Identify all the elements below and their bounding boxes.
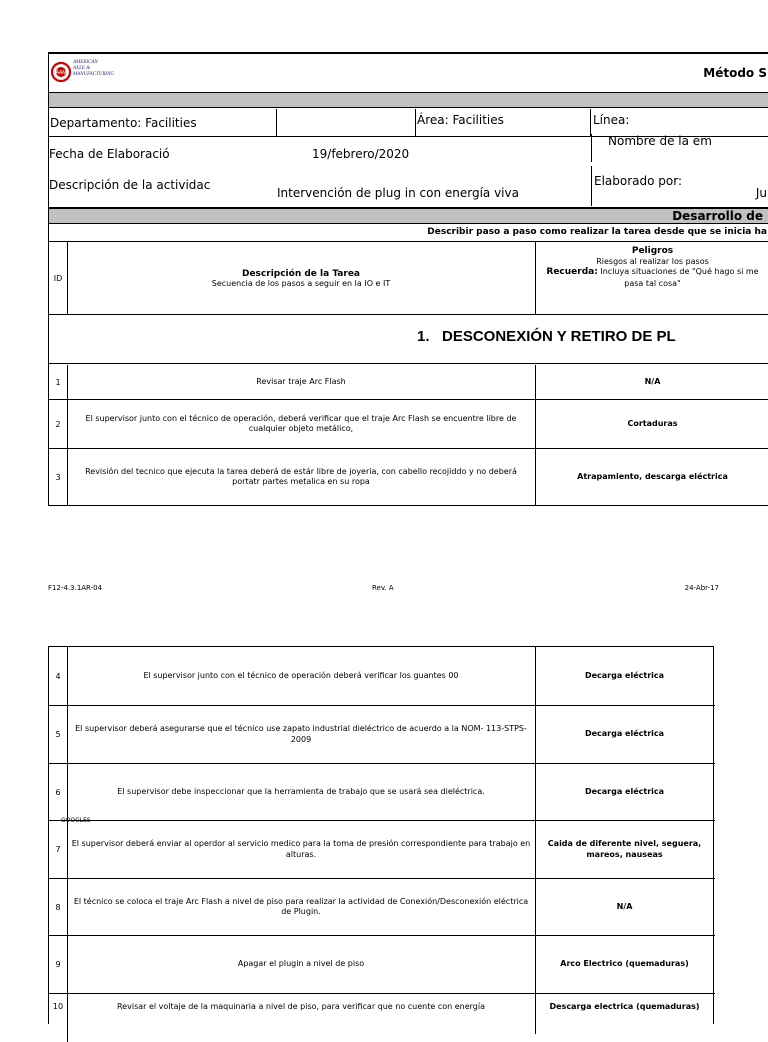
linea-cell [591, 109, 768, 137]
row-description: El supervisor deberá enviar al operdor al servicio medico para la toma de presión correspondiente para trabajo en alturas. [67, 821, 536, 878]
row-id: 5 [49, 706, 68, 763]
elaborado-value: Ju [755, 186, 767, 200]
nombre-label: Nombre de la em [608, 134, 712, 148]
page-2 [48, 646, 714, 1024]
row-hazard: Arco Electrico (quemaduras) [560, 959, 689, 969]
row-description: El supervisor junto con el técnico de operación, deberá verificar que el traje Arc Flash se encuentre libre de cualquier objeto metálico, [67, 400, 536, 448]
logo-emblem-icon [51, 60, 71, 84]
row-description: Revisar traje Arc Flash [67, 365, 536, 399]
row-hazard: Decarga eléctrica [584, 729, 665, 739]
logo-line: AXLE & [73, 66, 91, 71]
row-id: 1 [49, 365, 68, 399]
table-row [49, 449, 768, 506]
row-hazard: Descarga electrica (quemaduras) [549, 1002, 700, 1011]
row-hazard: N/A [616, 901, 633, 911]
row-description: Revisar el voltaje de la maquinaria a nivel de piso, para verificar que no cuente con energía [67, 994, 536, 1034]
svg-text:AAM: AAM [55, 70, 67, 76]
descripcion-label-cell [49, 166, 277, 206]
footer-code: F12-4.3.1AR-04 [48, 584, 103, 592]
instruccion-text: Describir paso a paso como realizar la tarea desde que se inicia ha [427, 227, 767, 237]
departamento-cell [49, 109, 277, 137]
row-hazard: N/A [644, 376, 661, 386]
table-row [49, 400, 768, 449]
row-id: 7 [49, 821, 68, 878]
fecha-label: Fecha de Elaboració [49, 147, 170, 161]
table-row [49, 994, 715, 1034]
departamento-text: Departamento: Facilities [50, 115, 197, 130]
row-hazard: Decarga eléctrica [584, 786, 665, 796]
elaborado-label: Elaborado por: [594, 174, 683, 188]
elaborado-cell [591, 166, 768, 206]
subsection-row [49, 316, 768, 364]
row-id: 4 [49, 647, 68, 705]
table-row [49, 764, 715, 821]
document-title: Método S [703, 66, 767, 80]
row-description: Revisión del tecnico que ejecuta la tarea deberá de estár libre de joyeria, con cabello recojiddo y no deberá portatr partes metalica en su ropa [67, 449, 536, 505]
logo-line: MANUFACTURING [73, 72, 115, 77]
row-description: El supervisor debe inspeccionar que la herramienta de trabajo que se usará sea dieléctrica. [67, 764, 536, 820]
row-id: 3 [49, 449, 68, 505]
area-cell [416, 109, 591, 137]
row-id: 8 [49, 879, 68, 935]
instruccion-row [49, 224, 768, 242]
descripcion-value: Intervención de plug in con energía viva [277, 186, 519, 200]
descripcion-value-cell [277, 166, 591, 206]
nombre-label-cell [591, 134, 768, 162]
row-id: 6 [49, 764, 68, 820]
row-description: Apagar el plugin a nivel de piso [67, 936, 536, 993]
table-header [49, 242, 768, 315]
table-row [49, 706, 715, 764]
row-hazard: Decarga eléctrica [584, 670, 665, 680]
peligros-subtitle: Riesgos al realizar los pasos [596, 257, 709, 267]
table-row [49, 817, 715, 879]
desarrollo-title: Desarrollo de [672, 209, 763, 223]
desc-header-title: Descripción de la Tarea [241, 268, 360, 279]
company-logo [51, 56, 115, 90]
row-id: 2 [49, 400, 68, 448]
row-hazard: Cortaduras [627, 418, 678, 428]
fecha-value: 19/febrero/2020 [312, 147, 410, 161]
page-1 [48, 52, 768, 506]
desc-header-subtitle: Secuencia de los pasos a seguir en la IO e IT [211, 278, 391, 288]
header-row [49, 54, 768, 92]
fecha-label-cell [49, 138, 277, 166]
recuerda-label: Recuerda: [546, 267, 598, 278]
header-gray-band [49, 92, 768, 108]
table-row [49, 647, 715, 706]
row-description: El técnico se coloca el traje Arc Flash a nivel de piso para realizar la actividad de Conexión/Desconexión eléctrica de Plugin. [67, 879, 536, 935]
row-id: 9 [49, 936, 68, 993]
row-description: El supervisor junto con el técnico de operación deberá verificar los guantes 00 [67, 647, 536, 705]
stray-note: GOOGLES [61, 817, 91, 824]
table-row [49, 879, 715, 936]
desarrollo-band [49, 207, 768, 224]
recuerda-text: Incluya situaciones de "Qué hago si me pasa tal cosa" [600, 267, 759, 288]
descripcion-label: Descripción de la actividac [49, 178, 211, 192]
peligros-title: Peligros [631, 246, 674, 256]
area-text: Área: Facilities [417, 113, 504, 127]
row-hazard: Atrapamiento, descarga eléctrica [577, 471, 728, 481]
row-hazard: Caida de diferente nivel, seguera, mareos, nauseas [547, 839, 702, 859]
desc-header [67, 242, 536, 314]
table-row [49, 365, 768, 400]
row-description: El supervisor deberá asegurarse que el técnico use zapato industrial dieléctrico de acuerdo a la NOM- 113-STPS-2009 [67, 706, 536, 763]
fecha-value-cell [277, 138, 591, 166]
footer-date: 24-Abr-17 [684, 584, 719, 592]
footer-rev: Rev. A [372, 584, 394, 592]
logo-line: AMERICAN [73, 60, 98, 65]
subsection-title: 1. DESCONEXIÓN Y RETIRO DE PL [417, 328, 676, 345]
id-header: ID [49, 242, 68, 314]
table-row [49, 936, 715, 994]
row-id: 10 [49, 994, 68, 1042]
peligros-header [536, 242, 768, 314]
linea-text: Línea: [593, 113, 630, 127]
blank-cell [277, 109, 416, 137]
